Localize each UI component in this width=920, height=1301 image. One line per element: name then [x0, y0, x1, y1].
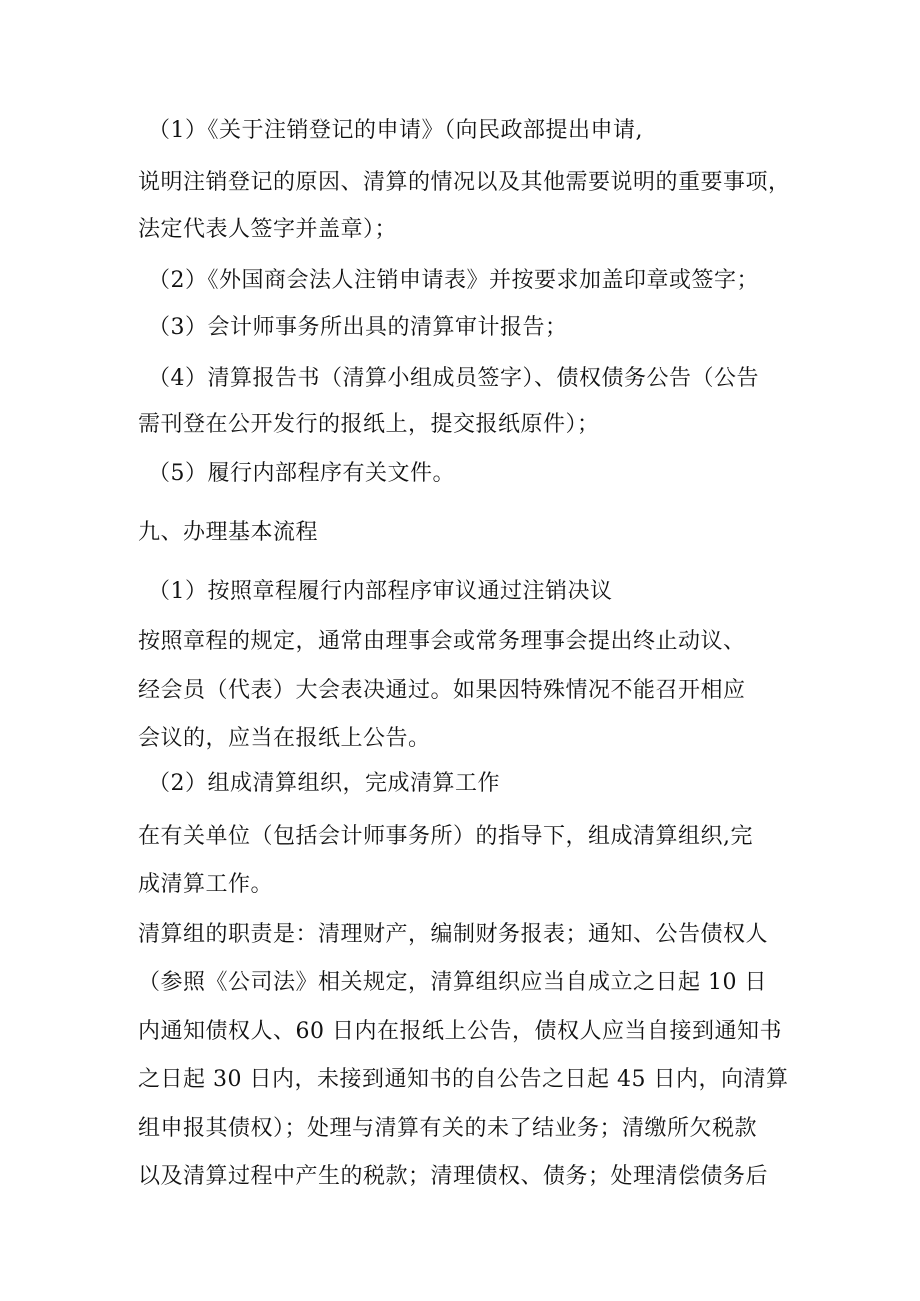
- doc-line-14: （2）组成清算组织，完成清算工作: [148, 771, 500, 796]
- doc-line-1: （1）《关于注销登记的申请》（向民政部提出申请,: [148, 118, 643, 143]
- doc-line-22: 以及清算过程中产生的税款；清理债权、债务；处理清偿债务后: [138, 1164, 769, 1189]
- doc-line-2: 说明注销登记的原因、清算的情况以及其他需要说明的重要事项，: [138, 170, 791, 195]
- section-heading: 九、办理基本流程: [138, 520, 319, 545]
- doc-line-11: 按照章程的规定，通常由理事会或常务理事会提出终止动议、: [138, 629, 746, 654]
- doc-line-15: 在有关单位（包括会计师事务所）的指导下，组成清算组织,完: [138, 824, 753, 849]
- doc-line-18: （参照《公司法》相关规定，清算组织应当自成立之日起 10 日: [138, 970, 767, 995]
- doc-line-17: 清算组的职责是：清理财产，编制财务报表；通知、公告债权人: [138, 922, 769, 947]
- doc-line-21: 组申报其债权）；处理与清算有关的未了结业务；清缴所欠税款: [138, 1116, 758, 1141]
- doc-line-8: （5）履行内部程序有关文件。: [148, 461, 455, 486]
- doc-line-5: （3）会计师事务所出具的清算审计报告；: [148, 315, 568, 340]
- doc-line-16: 成清算工作。: [138, 872, 274, 897]
- doc-line-7: 需刊登在公开发行的报纸上，提交报纸原件）；: [138, 412, 600, 437]
- doc-line-3: 法定代表人签字并盖章）；: [138, 217, 398, 242]
- doc-line-20: 之日起 30 日内，未接到通知书的自公告之日起 45 日内，向清算: [138, 1067, 789, 1092]
- doc-line-19: 内通知债权人、60 日内在报纸上公告，债权人应当自接到通知书: [138, 1019, 782, 1044]
- doc-line-12: 经会员（代表）大会表决通过。如果因特殊情况不能召开相应: [138, 678, 746, 703]
- doc-line-4: （2）《外国商会法人注销申请表》并按要求加盖印章或签字；: [148, 268, 759, 293]
- doc-line-6: （4）清算报告书（清算小组成员签字）、债权债务公告（公告: [148, 366, 759, 391]
- doc-line-10: （1）按照章程履行内部程序审议通过注销决议: [148, 579, 613, 604]
- doc-line-13: 会议的，应当在报纸上公告。: [138, 726, 431, 751]
